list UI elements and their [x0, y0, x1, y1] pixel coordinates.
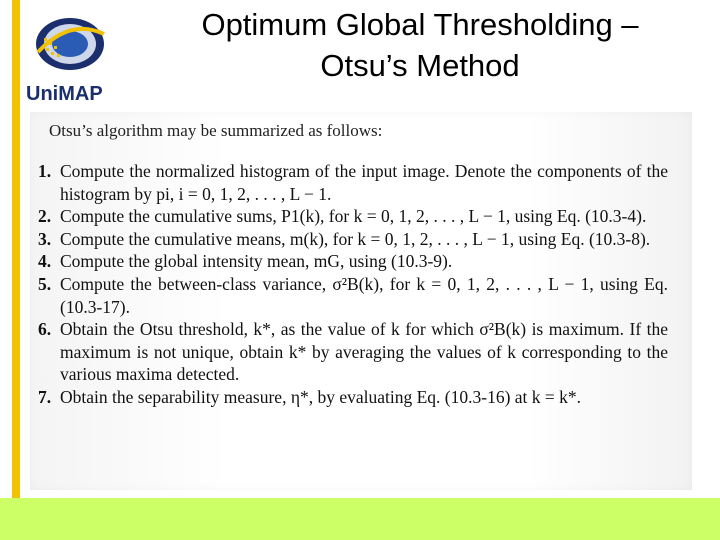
- list-item: 6. Obtain the Otsu threshold, k*, as the value of k for which σ²B(k) is maximum. If the maximum is not unique, obtain k* by averaging the values of k corresponding to the various maxima detected.: [38, 319, 668, 385]
- logo-text: UniMAP: [26, 83, 103, 104]
- slide-title: [130, 4, 710, 86]
- list-item: 7. Obtain the separability measure, η*, by evaluating Eq. (10.3-16) at k = k*.: [38, 386, 582, 407]
- logo-graphic-icon: [24, 8, 112, 104]
- list-item: 5. Compute the between-class variance, σ²B(k), for k = 0, 1, 2, . . . , L − 1, using Eq. (10.3-17).: [38, 273, 668, 317]
- list-item: 2. Compute the cumulative sums, P1(k), for k = 0, 1, 2, . . . , L − 1, using Eq. (10.3-4).: [38, 206, 647, 227]
- list-item: 3. Compute the cumulative means, m(k), for k = 0, 1, 2, . . . , L − 1, using Eq. (10.3-8).: [38, 228, 651, 249]
- algorithm-intro: Otsu’s algorithm may be summarized as follows:: [49, 121, 383, 140]
- footer-bar: [0, 498, 720, 540]
- algorithm-steps: [38, 160, 668, 409]
- list-item: 1. Compute the normalized histogram of the input image. Denote the components of the histogram by pi, i = 0, 1, 2, . . . , L − 1.: [38, 161, 668, 204]
- list-item: 4. Compute the global intensity mean, mG, using (10.3-9).: [38, 251, 453, 272]
- title-line-2: Otsu’s Method: [320, 48, 520, 83]
- unimap-logo: [24, 8, 112, 104]
- accent-bar: [12, 0, 20, 500]
- title-line-1: Optimum Global Thresholding –: [201, 7, 639, 42]
